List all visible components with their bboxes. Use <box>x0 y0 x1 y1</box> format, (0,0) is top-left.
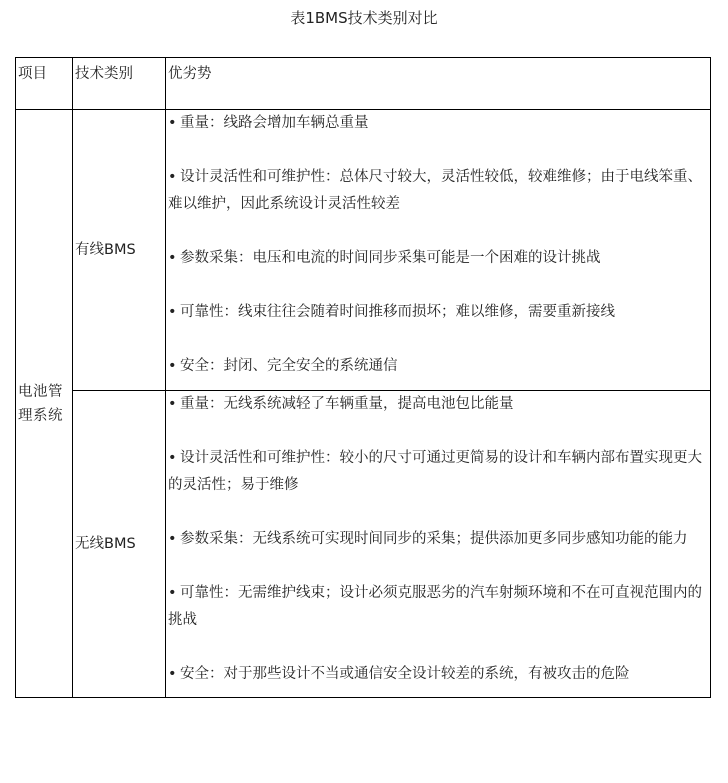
bullet-text: 安全：对于那些设计不当或通信安全设计较差的系统，有被攻击的危险 <box>180 666 630 682</box>
bullet-dot-icon: • <box>168 666 177 682</box>
adv-cell-wired <box>166 110 711 391</box>
bullet-dot-icon: • <box>168 169 177 185</box>
bullet-dot-icon: • <box>168 396 177 412</box>
bullet-dot-icon: • <box>168 115 177 131</box>
header-adv: 优劣势 <box>166 58 711 110</box>
table-row <box>16 391 711 698</box>
bullet-item <box>168 526 710 553</box>
bullet-text: 设计灵活性和可维护性：较小的尺寸可通过更简易的设计和车辆内部布置实现更大的灵活性；易于维修 <box>168 450 702 493</box>
bullet-item <box>168 445 710 499</box>
bms-comparison-table <box>15 57 711 698</box>
bullet-text: 重量：无线系统减轻了车辆重量，提高电池包比能量 <box>180 396 514 412</box>
bullet-item <box>168 299 710 326</box>
bullet-item <box>168 245 710 272</box>
item-name-cell: 电池管理系统 <box>16 110 73 698</box>
bullet-text: 可靠性：线束往往会随着时间推移而损坏；难以维修，需要重新接线 <box>180 304 615 320</box>
bullet-text: 设计灵活性和可维护性：总体尺寸较大，灵活性较低，较难维修；由于电线笨重、难以维护，因此系统设计灵活性较差 <box>168 169 702 212</box>
bullet-item <box>168 391 710 418</box>
bullet-text: 安全：封闭、完全安全的系统通信 <box>180 358 398 374</box>
bullet-item <box>168 353 710 380</box>
bullet-text: 可靠性：无需维护线束；设计必须克服恶劣的汽车射频环境和不在可直视范围内的挑战 <box>168 585 702 628</box>
bullet-dot-icon: • <box>168 250 177 266</box>
adv-cell-wireless <box>166 391 711 698</box>
bullet-text: 参数采集：无线系统可实现时间同步的采集；提供添加更多同步感知功能的能力 <box>180 531 688 547</box>
bullet-item <box>168 661 710 688</box>
bullet-text: 参数采集：电压和电流的时间同步采集可能是一个困难的设计挑战 <box>180 250 601 266</box>
bullet-dot-icon: • <box>168 304 177 320</box>
table-caption: 表1BMS技术类别对比 <box>290 9 438 27</box>
bullet-dot-icon: • <box>168 450 177 466</box>
table-row <box>16 110 711 391</box>
bullet-dot-icon: • <box>168 531 177 547</box>
table-header-row <box>16 58 711 110</box>
bullet-text: 重量：线路会增加车辆总重量 <box>180 115 369 131</box>
bullet-item <box>168 580 710 634</box>
bullet-dot-icon: • <box>168 585 177 601</box>
header-type: 技术类别 <box>73 58 166 110</box>
bullet-dot-icon: • <box>168 358 177 374</box>
type-cell-wireless: 无线BMS <box>73 391 166 698</box>
type-cell-wired: 有线BMS <box>73 110 166 391</box>
bullet-item <box>168 164 710 218</box>
bullet-item <box>168 110 710 137</box>
header-item: 项目 <box>16 58 73 110</box>
